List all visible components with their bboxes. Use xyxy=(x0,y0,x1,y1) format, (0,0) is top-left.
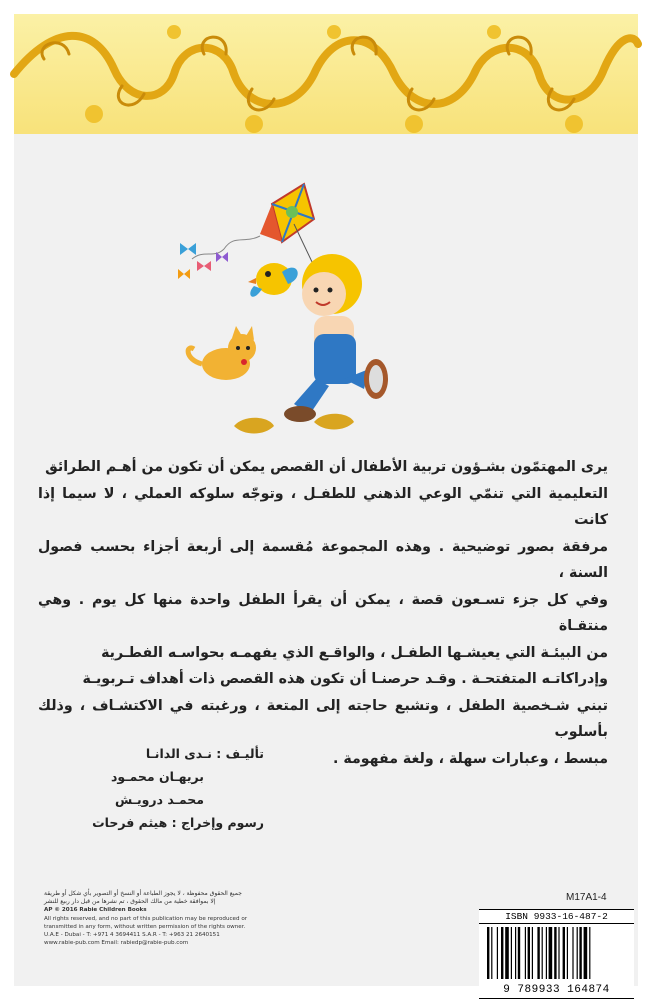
blurb-line: تبني شـخصية الطفل ، وتشبع حاجته إلى المتعة ، ورغبته في الاكتشـاف ، وذلك بأسلوب xyxy=(38,697,608,740)
barcode-bar xyxy=(554,927,556,979)
blurb-line: يرى المهتمّون بشـؤون تربية الأطفال أن القصص يمكن أن تكون من أهـم الطرائق xyxy=(45,459,608,475)
blurb-line: وفي كل جزء تسـعون قصة ، يمكن أن يقرأ الطفل واحدة منها كل يوم . وهي منتقـاة xyxy=(38,591,608,634)
barcode-bar xyxy=(528,927,530,979)
barcode-bar xyxy=(563,927,565,979)
boy-icon xyxy=(284,254,388,422)
ornament-border xyxy=(14,14,638,134)
barcode-bar xyxy=(505,927,509,979)
publisher-info xyxy=(44,890,324,947)
back-cover xyxy=(14,14,638,996)
barcode-icon xyxy=(485,927,628,979)
barcode-bar xyxy=(567,927,568,979)
blurb-line: مرفقة بصور توضيحية . وهذه المجموعة مُقسمة إلى أربعة أجزاء بحسب فصول السنة ، xyxy=(38,538,608,581)
back-cover-blurb xyxy=(38,454,608,772)
barcode-bar xyxy=(518,927,520,979)
barcode-bar xyxy=(584,927,588,979)
coauthor-credit: محمـد درويـش xyxy=(115,792,204,807)
contact-line: U.A.E - Dubai - T: +971 4 3694411 S.A.R - T: +963 21 2640151 xyxy=(44,932,220,939)
barcode-number: 9 789933 164874 xyxy=(503,984,610,996)
barcode-bar xyxy=(525,927,526,979)
barcode-bar xyxy=(501,927,503,979)
credits xyxy=(34,742,264,834)
barcode-bar xyxy=(515,927,516,979)
copyright-line: AP © 2016 Rabie Children Books xyxy=(44,907,147,914)
barcode-bar xyxy=(558,927,559,979)
barcode-bar xyxy=(546,927,547,979)
product-code: M17A1-4 xyxy=(566,892,607,903)
barcode-bar xyxy=(487,927,489,979)
rights-notice-ar: إلا بموافقة خطية من مالك الحقوق ، تم نشرها من قبل دار ربيع للنشر xyxy=(44,898,216,906)
blurb-line: وإدراكاتـه المتفتحـة . وقـد حرصنـا أن تكون هذه القصص ذات أهداف تـربويـة xyxy=(82,671,608,687)
isbn-label: ISBN 9933-16-487-2 xyxy=(479,910,634,924)
illustration-credit: رسوم وإخراج : هيثم فرحات xyxy=(92,815,264,830)
blurb-line: التعليمية التي تنمّي الوعي الذهني للطفـل ، وتوجّه سلوكه العملي ، لا سيما إذا كانت xyxy=(38,485,608,528)
barcode-bar xyxy=(577,927,578,979)
butterfly-icon xyxy=(178,243,228,279)
barcode-bar xyxy=(549,927,553,979)
bird-icon xyxy=(248,263,298,297)
barcode-bar xyxy=(497,927,498,979)
barcode-bar xyxy=(579,927,581,979)
barcode-bar xyxy=(589,927,590,979)
blurb-line: من البيئـة التي يعيشـها الطفـل ، والواقـع الذي يفهمـه بحواسـه الفطـرية xyxy=(101,644,608,661)
contact-line: www.rabie-pub.com Email: rabiedp@rabie-pub.com xyxy=(44,940,189,947)
barcode-bar xyxy=(542,927,543,979)
cat-icon xyxy=(188,326,256,380)
rights-notice-ar: جميع الحقوق محفوظة ، لا يجوز الطباعة أو النسخ أو التصوير بأي شكل أو طريقة xyxy=(44,890,242,897)
rights-notice-en: All rights reserved, and no part of this publication may be reproduced or xyxy=(44,915,248,922)
coauthor-credit: بريهـان محمـود xyxy=(110,769,204,784)
rights-notice-en: transmitted in any form, without written permission of the rights owner. xyxy=(44,923,246,930)
barcode-bar xyxy=(537,927,539,979)
barcode-bar xyxy=(572,927,573,979)
cover-illustration xyxy=(164,164,414,444)
barcode-bar xyxy=(491,927,492,979)
isbn-barcode xyxy=(479,909,634,999)
barcode-bar xyxy=(532,927,533,979)
ornament-scroll-icon xyxy=(14,14,638,134)
blurb-line: مبسط ، وعبارات سهلة ، ولغة مفهومة . xyxy=(333,750,608,767)
author-credit: تأليـف : نـدى الدانـا xyxy=(145,746,264,761)
barcode-bar xyxy=(511,927,512,979)
